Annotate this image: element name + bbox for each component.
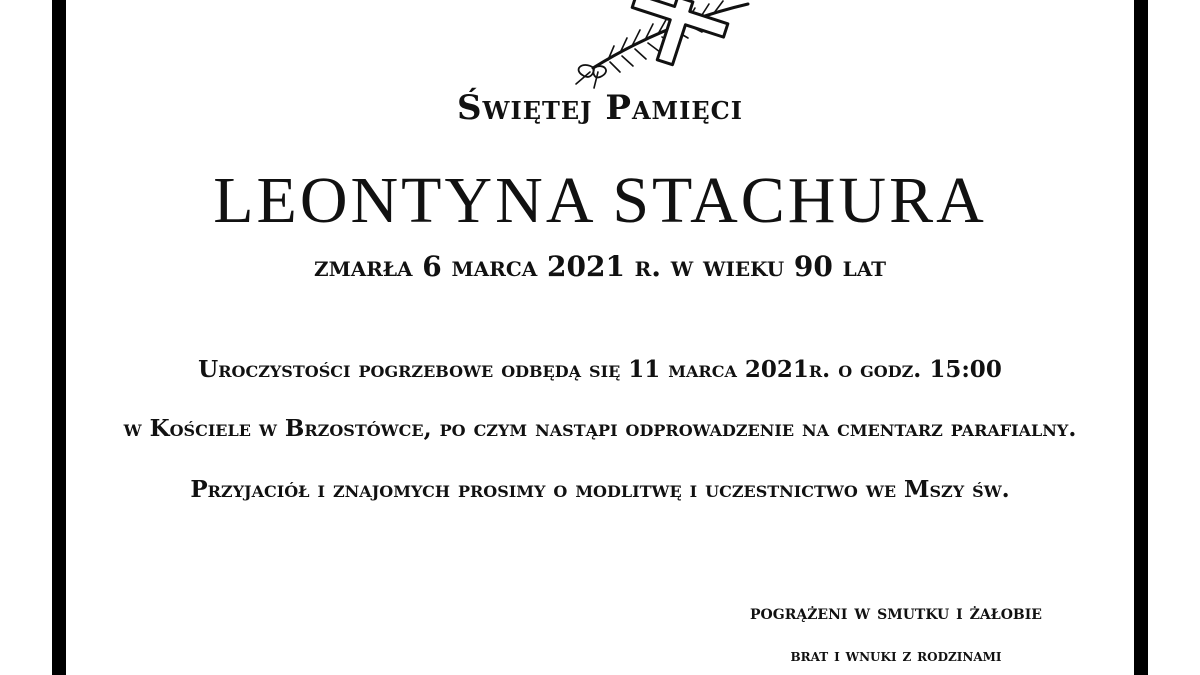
header-swietej-pamieci: Świętej Pamięci: [457, 88, 743, 128]
cross-with-palm-icon: [498, 0, 768, 90]
deceased-name: LEONTYNA STACHURA: [213, 164, 987, 237]
death-date-line: zmarła 6 marca 2021 r. w wieku 90 lat: [313, 250, 887, 283]
right-margin-strip: [1148, 0, 1200, 675]
church-location-line: w Kościele w Brzostówce, po czym nastąpi odprowadzenie na cmentarz parafialny.: [123, 415, 1077, 442]
funeral-ceremony-line: Uroczystości pogrzebowe odbędą się 11 marca 2021r. o godz. 15:00: [198, 356, 1002, 383]
signature-line-family: brat i wnuki z rodzinami: [790, 646, 1002, 666]
signature-line-mourning: pogrążeni w smutku i żałobie: [750, 600, 1042, 624]
invitation-line: Przyjaciół i znajomych prosimy o modlitwę i uczestnictwo we Mszy św.: [190, 476, 1010, 503]
obituary-card: [66, 0, 1134, 675]
left-margin-strip: [0, 0, 52, 675]
